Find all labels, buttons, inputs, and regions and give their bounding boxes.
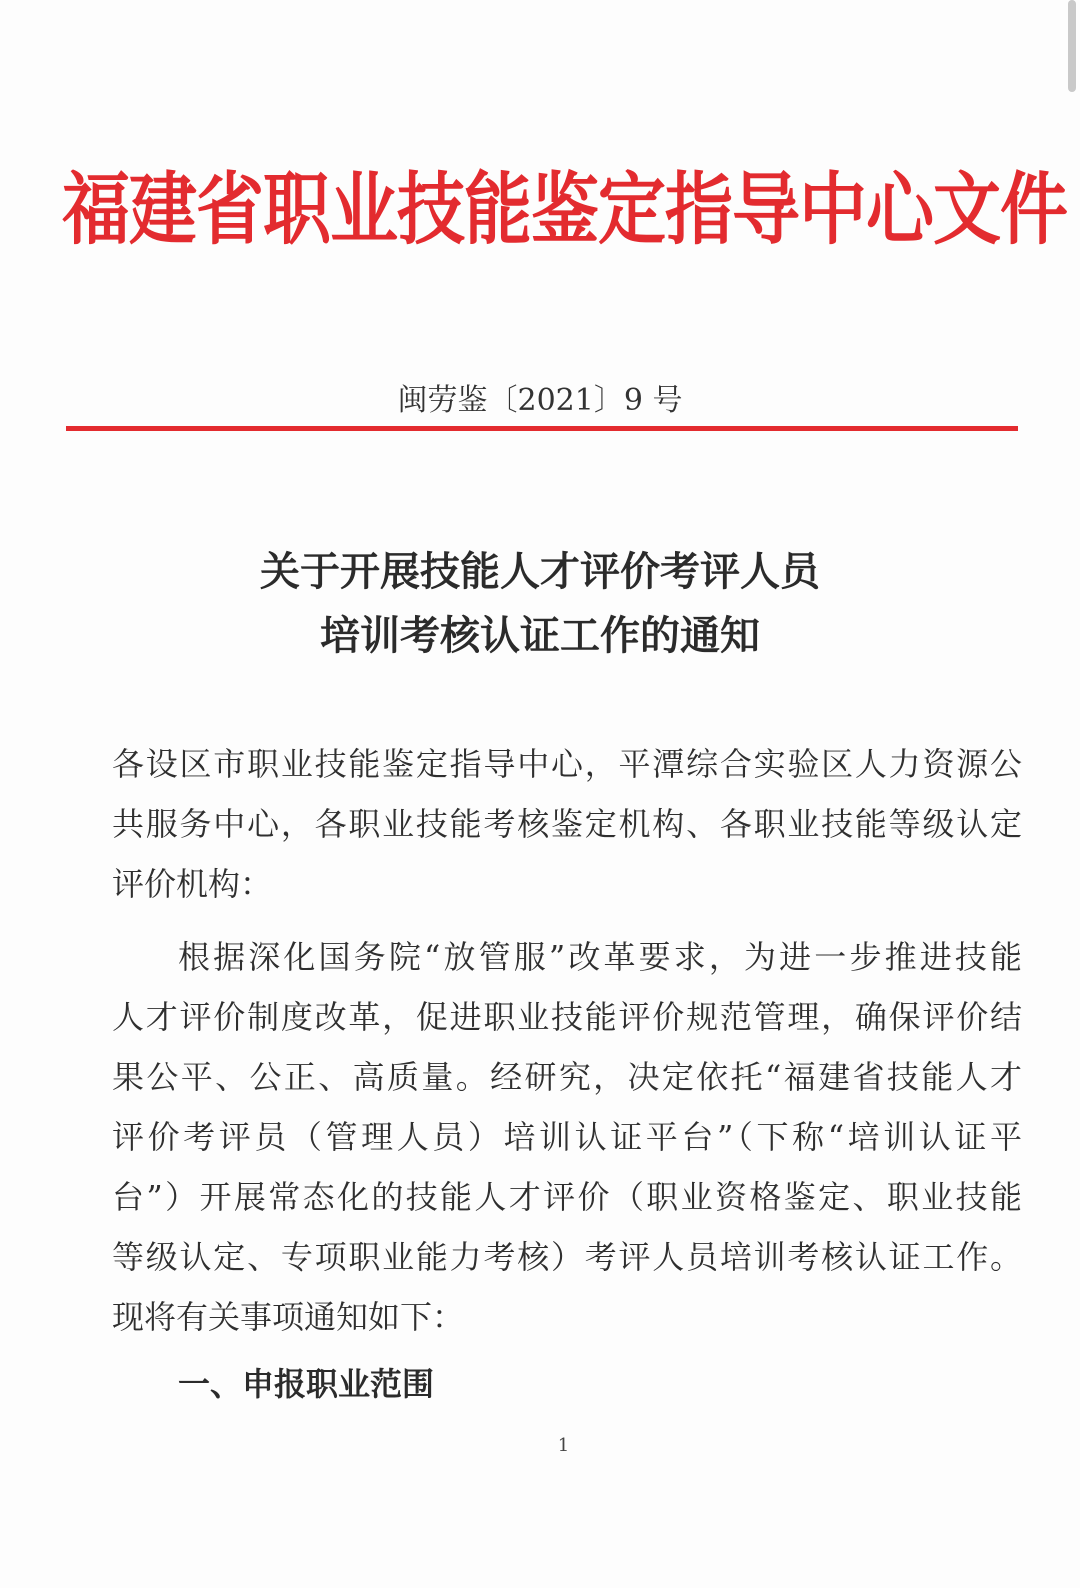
notice-title: [0, 540, 1080, 668]
addressee-line-3: 评价机构：: [112, 865, 273, 903]
paragraph-line-5: 台”）开展常态化的技能人才评价（职业资格鉴定、职业技能: [112, 1178, 1022, 1216]
section-heading: 一、申报职业范围: [178, 1365, 435, 1403]
red-divider-line: [66, 426, 1018, 431]
paragraph-line-1: 根据深化国务院“放管服”改革要求，为进一步推进技能: [178, 938, 1022, 976]
paragraph-line-7: 现将有关事项通知如下：: [112, 1298, 465, 1336]
masthead-title: 福建省职业技能鉴定指导中心文件: [62, 165, 1068, 256]
notice-title-line-1: 关于开展技能人才评价考评人员: [260, 549, 820, 595]
document-number: 闽劳鉴〔2021〕9 号: [397, 383, 683, 418]
notice-title-line-2: 培训考核认证工作的通知: [320, 613, 760, 659]
paragraph-line-3: 果公平、公正、高质量。经研究，决定依托“福建省技能人才: [112, 1058, 1022, 1096]
page-number: 1: [557, 1435, 570, 1456]
paragraph-line-4: 评价考评员（管理人员）培训认证平台”（下称“培训认证平: [112, 1118, 1022, 1156]
paragraph-line-2: 人才评价制度改革，促进职业技能评价规范管理，确保评价结: [112, 998, 1022, 1036]
addressee-line-1: 各设区市职业技能鉴定指导中心，平潭综合实验区人力资源公: [112, 745, 1022, 783]
paragraph-line-6: 等级认定、专项职业能力考核）考评人员培训考核认证工作。: [112, 1238, 1022, 1276]
addressee-line-2: 共服务中心，各职业技能考核鉴定机构、各职业技能等级认定: [112, 805, 1022, 843]
scrollbar-thumb[interactable]: [1068, 0, 1076, 92]
document-body: [112, 734, 1022, 1347]
